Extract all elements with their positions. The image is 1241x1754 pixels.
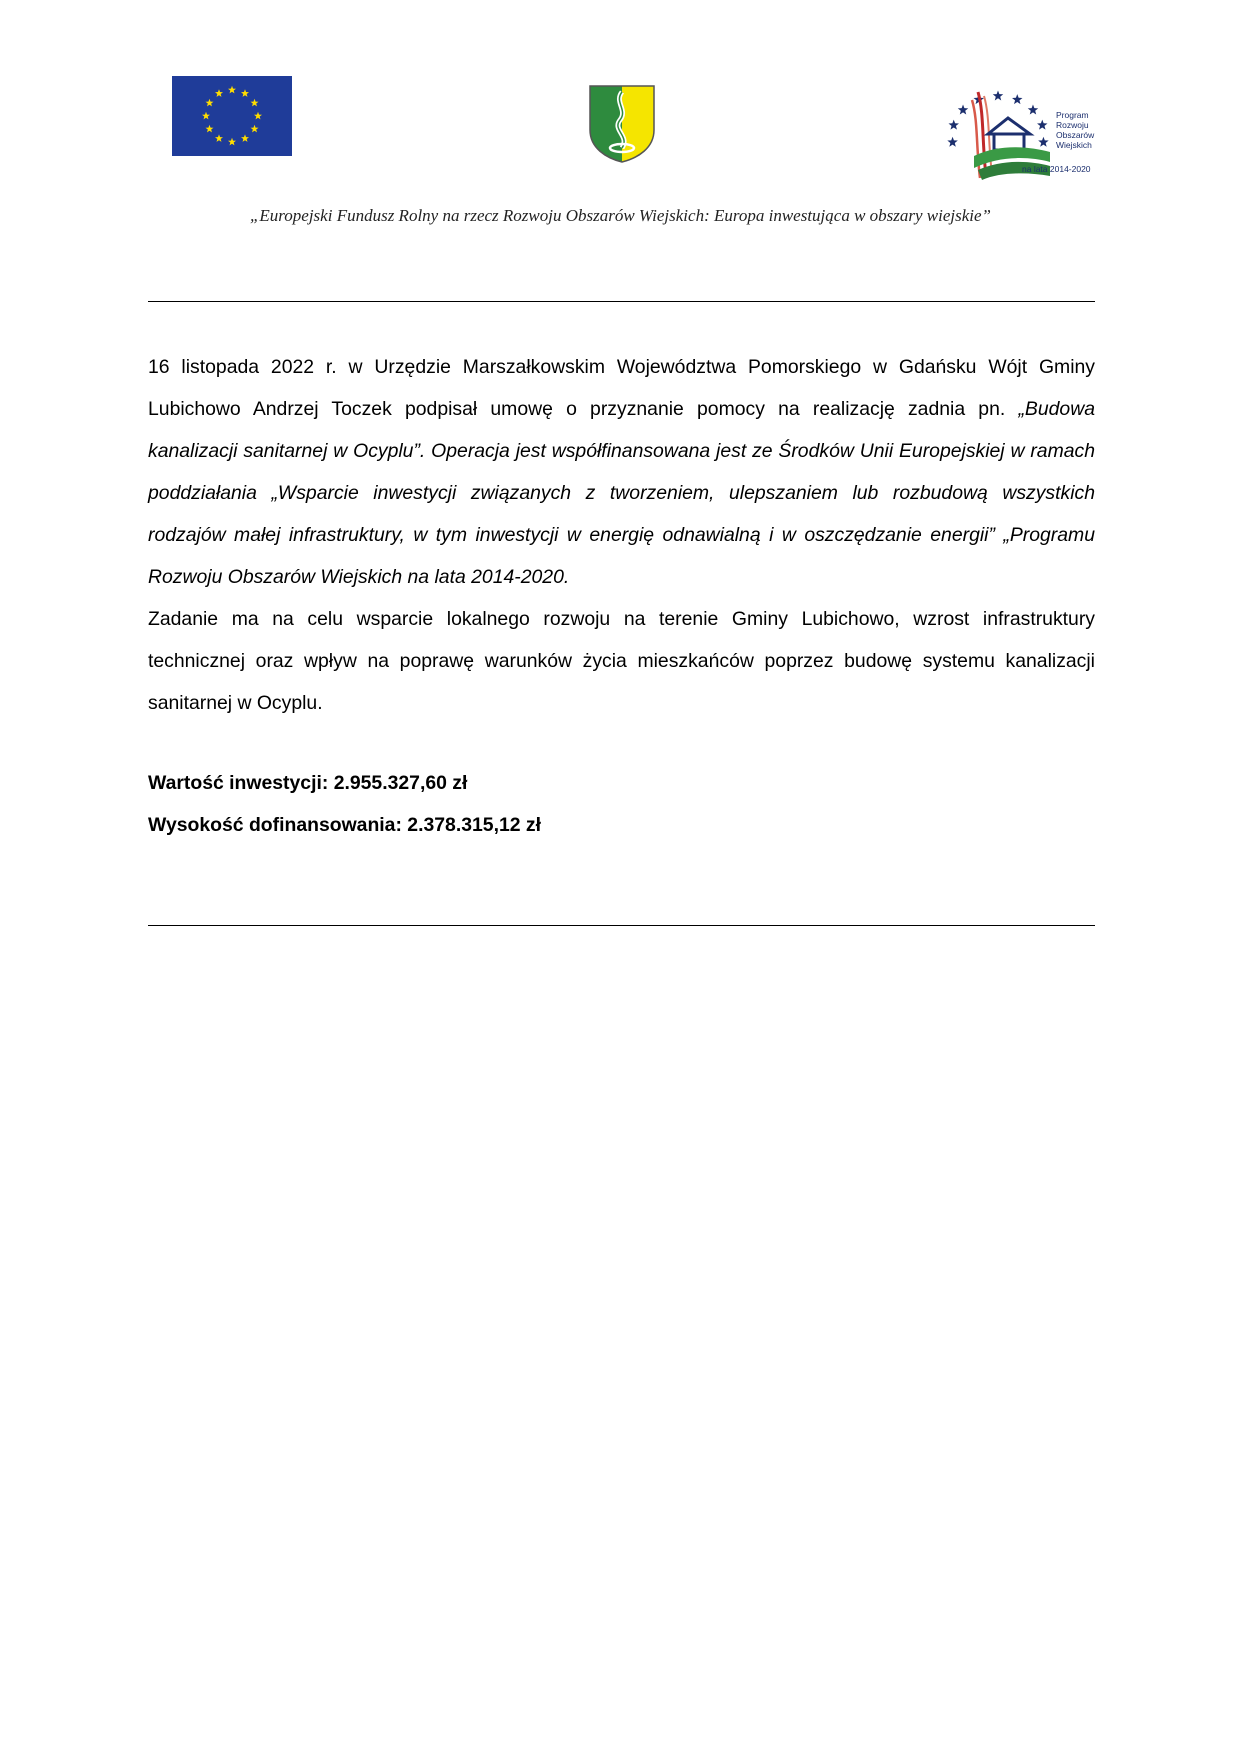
prow-logo-text <box>1056 110 1094 150</box>
prow-star <box>1037 120 1047 130</box>
paragraph-1-italic: „Budowa kanalizacji sanitarnej w Ocyplu”. Operacja jest współfinansowana jest ze Środków Unii Europejskiej w ramach poddziałania „Wsparcie inwestycji związanych z tworzeniem, ulepszaniem lub rozbudową wszystkich rodzajów małej infrastruktury, w tym inwestycji w energię odnawialną i w oszczędzanie energii” „Programu Rozwoju Obszarów Wiejskich na lata 2014-2020. <box>148 398 1095 588</box>
prow-star <box>1038 137 1048 147</box>
prow-star <box>1012 94 1022 104</box>
eu-flag-logo <box>172 76 292 156</box>
prow-star <box>949 120 959 130</box>
subsidy-amount: Wysokość dofinansowania: 2.378.315,12 zł <box>148 814 542 836</box>
article-body <box>148 346 1095 724</box>
prow-logo-years <box>1022 164 1091 174</box>
prow-star <box>947 137 957 147</box>
funding-summary <box>148 762 541 846</box>
divider-top <box>148 301 1095 302</box>
prow-text-line: Program <box>1056 110 1089 120</box>
prow-star <box>1028 105 1038 115</box>
paragraph-2: Zadanie ma na celu wsparcie lokalnego rozwoju na terenie Gminy Lubichowo, wzrost infrastruktury technicznej oraz wpływ na poprawę warunków życia mieszkańców poprzez budowę systemu kanalizacji sanitarnej w Ocyplu. <box>148 608 1095 714</box>
divider-bottom <box>148 925 1095 926</box>
prow-star <box>958 105 968 115</box>
prow-text-line: Wiejskich <box>1056 140 1092 150</box>
paragraph-1-text: 16 listopada 2022 r. w Urzędzie Marszałkowskim Województwa Pomorskiego w Gdańsku Wójt Gminy Lubichowo Andrzej Toczek podpisał umowę o przyznanie pomocy na realizację zadnia pn. <box>148 356 1095 420</box>
gmina-lubichowo-coat-of-arms <box>588 84 656 164</box>
prow-logo <box>938 86 1098 182</box>
eu-flag-icon <box>172 76 292 156</box>
prow-text-line: Rozwoju <box>1056 120 1089 130</box>
motto-tagline: „Europejski Fundusz Rolny na rzecz Rozwoju Obszarów Wiejskich: Europa inwestująca w obszary wiejskie” <box>249 206 992 225</box>
prow-star <box>993 91 1003 101</box>
coat-of-arms-icon <box>588 84 656 164</box>
paragraph-1 <box>148 346 1095 598</box>
prow-text-line: Obszarów <box>1056 130 1095 140</box>
investment-value: Wartość inwestycji: 2.955.327,60 zł <box>148 772 468 794</box>
prow-text-line: na lata 2014-2020 <box>1022 164 1091 174</box>
